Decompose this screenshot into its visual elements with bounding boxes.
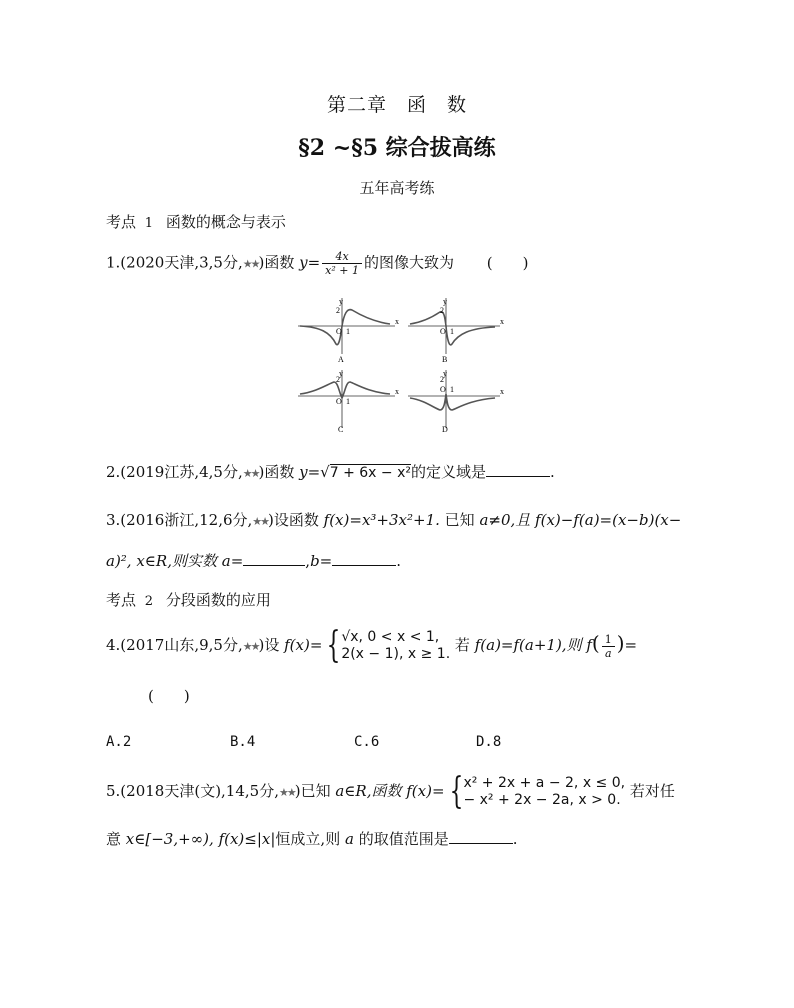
- q2-source: 2.(2019江苏,4,5分,: [106, 463, 243, 481]
- q5-source: 5.(2018天津(文),14,5分,: [106, 782, 279, 800]
- q4-source: 4.(2017山东,9,5分,: [106, 636, 243, 654]
- question-4: [106, 625, 638, 666]
- q2-radicand: 7 + 6x − x²: [329, 465, 411, 481]
- case-2: 2(x − 1), x ≥ 1.: [341, 646, 451, 662]
- q5-domain: x∈[−3,+∞),: [125, 830, 214, 848]
- difficulty-stars: ★★: [242, 640, 259, 653]
- q5-condition: a∈R,函数: [335, 782, 402, 800]
- page-title: §2 ~§5 综合拔高练: [298, 135, 496, 161]
- q3-b-label: b=: [310, 552, 333, 570]
- graph-label-a: A: [338, 355, 344, 364]
- tick-1: 1: [450, 385, 454, 394]
- answer-blank-b: [332, 551, 396, 566]
- question-5-line-2: [106, 829, 518, 849]
- tick-2: 2: [440, 375, 444, 384]
- q5-line2d: 恒成立,则: [275, 830, 341, 848]
- origin: O: [336, 397, 342, 406]
- paren-close: ): [616, 631, 625, 655]
- section-topic: 分段函数的应用: [165, 591, 271, 609]
- tick-1: 1: [346, 397, 350, 406]
- axis-y: y: [339, 369, 343, 378]
- q5-cases: [463, 775, 625, 809]
- origin: O: [440, 327, 446, 336]
- axis-x: x: [500, 387, 504, 396]
- case-1: x² + 2x + a − 2, x ≤ 0,: [463, 775, 626, 791]
- q3-source: 3.(2016浙江,12,6分,: [106, 511, 253, 529]
- origin: O: [440, 385, 446, 394]
- section-heading-2: [106, 589, 271, 610]
- case-2: − x² + 2x − 2a, x > 0.: [463, 792, 621, 808]
- q4-text: )设: [258, 636, 280, 654]
- q5-a: a: [344, 830, 354, 848]
- option-a: A.2: [106, 734, 132, 750]
- q1-text: )函数: [258, 253, 295, 272]
- paren-open: (: [591, 631, 600, 655]
- chapter-title: 第二章 函 数: [326, 94, 467, 116]
- q5-function: f(x)=: [406, 782, 445, 800]
- q4-if: 若: [454, 636, 470, 654]
- q3-condition: a≠0,且 f(x)−f(a)=(x−b)(x−: [479, 511, 682, 529]
- q2-y: y=: [299, 463, 321, 481]
- axis-y: y: [443, 297, 447, 306]
- q1-graphs: [290, 296, 504, 436]
- axis-x: x: [395, 387, 399, 396]
- q5-line2a: 意: [106, 830, 122, 848]
- q3-text: )设函数: [268, 511, 319, 529]
- section-heading-1: [106, 211, 286, 232]
- answer-blank: [486, 462, 550, 477]
- question-5: [106, 771, 675, 812]
- difficulty-stars: ★★: [252, 515, 269, 528]
- fraction-denominator: x² + 1: [325, 264, 359, 277]
- option-d: D.8: [476, 734, 502, 750]
- difficulty-stars: ★★: [242, 467, 259, 480]
- q4-condition: f(a)=f(a+1),则: [474, 636, 582, 654]
- q5-line2f: 的取值范围是: [358, 830, 449, 848]
- axis-y: y: [339, 297, 343, 306]
- graph-b: [408, 297, 504, 364]
- origin: O: [336, 327, 342, 336]
- section-label: 考点: [106, 591, 137, 609]
- tick-2: 2: [336, 306, 340, 315]
- subtitle: 五年高考练: [359, 179, 435, 197]
- q1-y: y=: [299, 253, 321, 272]
- q3-function: f(x)=x³+3x²+1.: [323, 511, 440, 529]
- answer-blank-a: [243, 551, 305, 566]
- q5-text: )已知: [294, 782, 331, 800]
- answer-blank: [449, 829, 513, 844]
- tick-1: 1: [346, 327, 350, 336]
- tick-2: 2: [440, 306, 444, 315]
- period: .: [550, 463, 555, 481]
- question-3-line-2: [106, 551, 401, 571]
- q3-line2: a)², x∈R,则实数: [106, 552, 217, 570]
- difficulty-stars: ★★: [242, 257, 259, 271]
- q4-f: f: [586, 636, 592, 654]
- graph-label-b: B: [442, 355, 448, 364]
- tick-1: 1: [450, 327, 454, 336]
- brace: {: [326, 625, 341, 666]
- tick-2: 2: [336, 375, 340, 384]
- section-topic: 函数的概念与表示: [165, 213, 286, 231]
- fraction-denominator: a: [604, 646, 612, 660]
- period: .: [396, 552, 402, 570]
- q1-fraction: [322, 250, 362, 277]
- fraction-numerator: 1: [602, 633, 615, 647]
- section-label: 考点: [106, 213, 137, 231]
- q5-inequality: f(x)≤|x|: [218, 830, 276, 848]
- axis-y: y: [443, 369, 447, 378]
- sqrt-sign: √: [320, 463, 330, 481]
- axis-x: x: [500, 317, 504, 326]
- graph-label-c: C: [338, 425, 344, 434]
- q4-function: f(x)=: [284, 636, 323, 654]
- question-1: [106, 250, 529, 277]
- axis-x: x: [395, 317, 399, 326]
- graph-c: [298, 369, 399, 434]
- q3-known: 已知: [444, 511, 475, 529]
- q5-text-post: 若对任: [629, 782, 675, 800]
- brace: {: [449, 771, 463, 812]
- comma: ,: [305, 552, 311, 570]
- q1-source: 1.(2020天津,3,5分,: [106, 253, 243, 272]
- q2-text: )函数: [258, 463, 295, 481]
- period: .: [512, 830, 518, 848]
- section-num: 2: [144, 594, 154, 609]
- answer-parens: ( ): [486, 253, 529, 272]
- graph-d: [408, 369, 504, 434]
- q1-text-post: 的图像大致为: [363, 253, 454, 272]
- q2-text-post: 的定义域是: [410, 463, 486, 481]
- graph-label-d: D: [442, 425, 448, 434]
- question-3-line-1: [106, 510, 681, 532]
- q4-cases: [341, 629, 450, 663]
- fraction-numerator: 4x: [322, 250, 362, 264]
- case-1: √x, 0 < x < 1,: [341, 629, 440, 645]
- q3-a-label: a=: [221, 552, 244, 570]
- section-num: 1: [144, 216, 154, 231]
- q4-fraction: [602, 633, 615, 660]
- option-c: C.6: [354, 734, 380, 750]
- question-2: [106, 462, 555, 484]
- difficulty-stars: ★★: [278, 786, 295, 799]
- q4-answer-parens: ( ): [148, 687, 190, 705]
- graph-a: [298, 297, 399, 364]
- option-b: B.4: [230, 734, 256, 750]
- equals: =: [624, 636, 638, 654]
